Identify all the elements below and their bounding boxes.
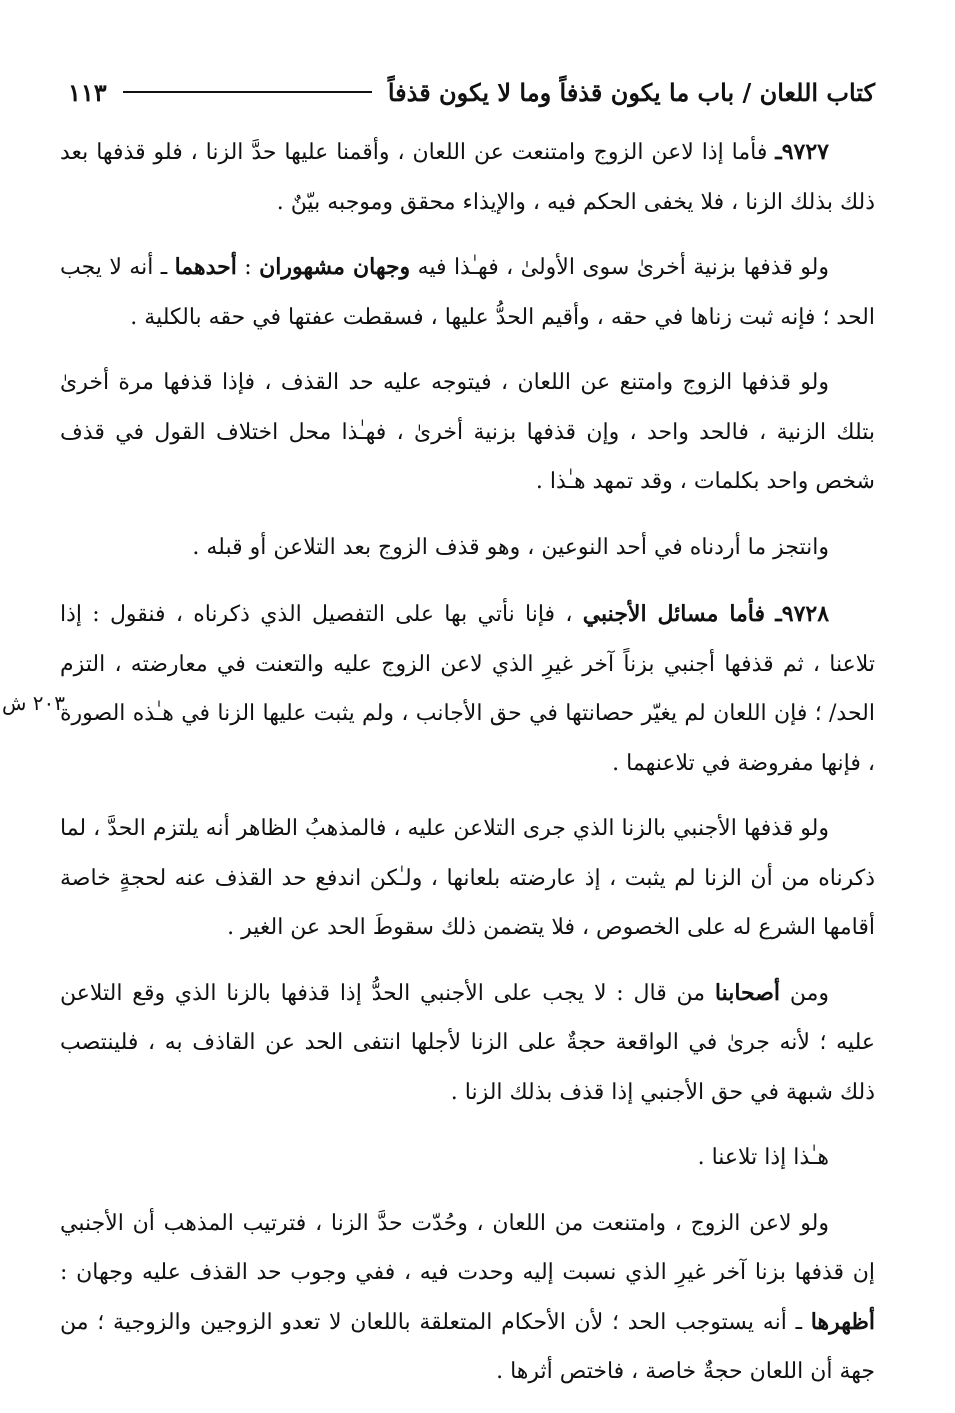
paragraph-text: ولو قذفها الزوج وامتنع عن اللعان ، فيتوجه عليه حد القذف ، فإذا قذفها مرة أخرىٰ بتلك الزنية ، فالحد واحد ، وإن قذفها بزنية أخرىٰ ، فهـٰذا محل اختلاف القول في قذف شخص واحد بكلمات ، وقد تمهد هـٰذا . — [60, 370, 875, 494]
page-number: ١١٣ — [68, 77, 107, 107]
section-lead: فأما مسائل الأجنبي — [582, 601, 766, 627]
paragraph-companions-view — [60, 969, 875, 1118]
running-title: كتاب اللعان / باب ما يكون قذفاً وما لا يكون قذفاً — [387, 77, 875, 107]
paragraph-short — [60, 1133, 875, 1183]
paragraph-text: وانتجز ما أردناه في أحد النوعين ، وهو قذف الزوج بعد التلاعن أو قبله . — [192, 534, 829, 560]
paragraph-text: هـٰذا إذا تلاعنا . — [697, 1145, 829, 1170]
bold-phrase: وجهان مشهوران — [259, 254, 411, 280]
paragraph-conclusion — [60, 523, 875, 573]
paragraph-text: ولو قذفها بزنية أخرىٰ سوى الأولىٰ ، فهـٰذا فيه — [410, 255, 829, 280]
header-rule — [123, 91, 372, 93]
paragraph-two-views — [60, 243, 875, 342]
paragraph-text: من قال : لا يجب على الأجنبي الحدُّ إذا قذفها بالزنا الذي وقع التلاعن عليه ؛ لأنه جرىٰ في الواقعة حجةٌ على الزنا لأجلها انتفى الحد عن القاذف به ، فلينتصب ذلك شبهة في حق الأجنبي إذا قذف بذلك الزنا . — [60, 980, 875, 1105]
paragraph-text: ومن — [780, 980, 829, 1006]
bold-phrase: أحدهما — [174, 254, 237, 280]
paragraph-husband-lian — [60, 1199, 875, 1397]
paragraph-text: ولو لاعن الزوج ، وامتنعت من اللعان ، وحُدّت حدَّ الزنا ، فترتيب المذهب أن الأجنبي إن قذفها بزنا آخر غيرِ الذي نسبت إليه وحدت فيه ، ففي وجوب حد القذف عليه وجهان : — [60, 1210, 875, 1285]
paragraph-9728 — [60, 590, 875, 788]
paragraph-foreigner-same-zina — [60, 804, 875, 953]
paragraph-number: ٩٧٢٧ـ — [775, 139, 829, 165]
page-header — [60, 70, 875, 114]
paragraph-text: ـ أنه لا يجب الحد ؛ فإنه ثبت زناها في حقه ، وأقيم الحدُّ عليها ، فسقطت عفتها في حقه بالكلية . — [60, 255, 875, 330]
paragraph-text: ، فإنا نأتي بها على التفصيل الذي ذكرناه ، فنقول : إذا تلاعنا ، ثم قذفها أجنبي بزناً آخر غيرِ الذي لاعن الزوج عليه والتعنت في معارضته ، التزم الحد/ ؛ فإن اللعان لم يغيّر حصانتها في حق الأجانب ، ولم يثبت عليها الزنا في هـٰذه الصورة ، فإنها مفروضة في تلاعنهما . — [60, 602, 875, 776]
paragraph-text: : — [236, 255, 260, 280]
paragraph-text: فأما إذا لاعن الزوج وامتنعت عن اللعان ، وأقمنا عليها حدَّ الزنا ، فلو قذفها بعد ذلك بذلك الزنا ، فلا يخفى الحكم فيه ، والإيذاء محقق وموجبه بيّنٌ . — [60, 140, 875, 215]
paragraph-text: ـ أنه يستوجب الحد ؛ لأن الأحكام المتعلقة باللعان لا تعدو الزوجين والزوجية ؛ من جهة أن اللعان حجةٌ خاصة ، فاختص أثرها . — [60, 1309, 875, 1384]
document-page — [60, 70, 875, 1413]
paragraph-9727 — [60, 128, 875, 227]
paragraph-text: ولو قذفها الأجنبي بالزنا الذي جرى التلاعن عليه ، فالمذهبُ الظاهر أنه يلتزم الحدَّ ، لما ذكرناه من أن الزنا لم يثبت ، إذ عارضته بلعانها ، ولـٰكن اندفع حد القذف عنه لحجةٍ خاصة أقامها الشرع له على الخصوص ، فلا يتضمن ذلك سقوطَ الحد عن الغير . — [60, 816, 875, 940]
bold-phrase: أصحابنا — [714, 979, 781, 1006]
paragraph-husband-qadhf — [60, 358, 875, 507]
bold-phrase: أظهرها — [810, 1308, 875, 1335]
margin-note: ٢٠٣ ش — [2, 691, 66, 715]
paragraph-number: ٩٧٢٨ـ — [775, 601, 830, 627]
